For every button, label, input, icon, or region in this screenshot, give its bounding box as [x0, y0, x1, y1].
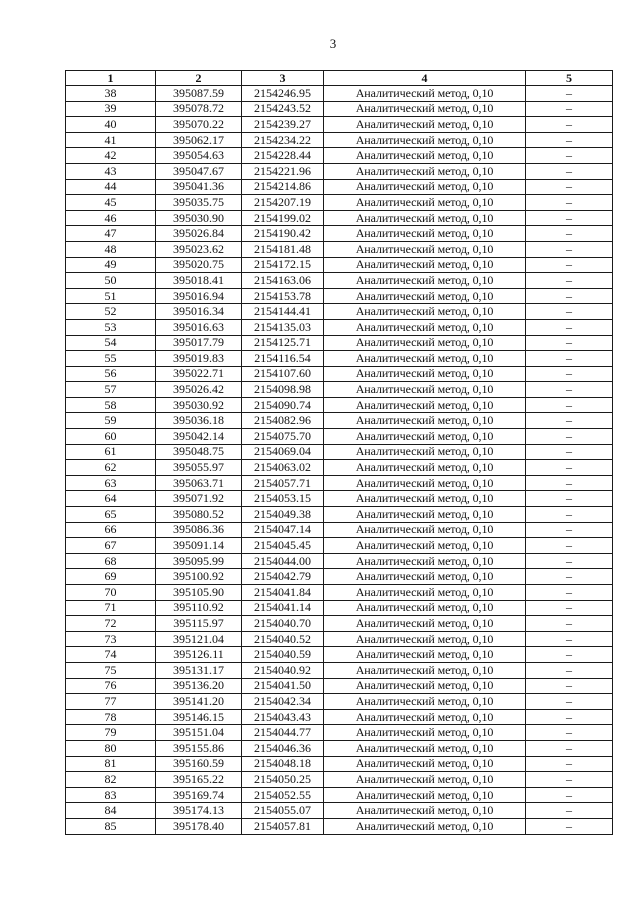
table-row	[66, 413, 613, 429]
cell-note: –	[526, 460, 613, 476]
cell-point-number: 56	[66, 366, 156, 382]
cell-note: –	[526, 397, 613, 413]
cell-point-number: 60	[66, 429, 156, 445]
cell-y-coordinate: 2154116.54	[242, 351, 324, 367]
cell-point-number: 76	[66, 678, 156, 694]
cell-method: Аналитический метод, 0,10	[324, 756, 526, 772]
cell-method: Аналитический метод, 0,10	[324, 195, 526, 211]
cell-note: –	[526, 273, 613, 289]
cell-note: –	[526, 319, 613, 335]
cell-method: Аналитический метод, 0,10	[324, 429, 526, 445]
cell-point-number: 75	[66, 662, 156, 678]
cell-x-coordinate: 395022.71	[156, 366, 242, 382]
cell-x-coordinate: 395136.20	[156, 678, 242, 694]
table-row	[66, 86, 613, 102]
cell-point-number: 58	[66, 397, 156, 413]
cell-method: Аналитический метод, 0,10	[324, 163, 526, 179]
cell-method: Аналитический метод, 0,10	[324, 507, 526, 523]
table-row	[66, 818, 613, 834]
table-row	[66, 678, 613, 694]
cell-note: –	[526, 429, 613, 445]
table-row	[66, 507, 613, 523]
cell-note: –	[526, 288, 613, 304]
cell-note: –	[526, 772, 613, 788]
cell-note: –	[526, 413, 613, 429]
cell-note: –	[526, 444, 613, 460]
cell-point-number: 49	[66, 257, 156, 273]
cell-note: –	[526, 553, 613, 569]
cell-note: –	[526, 740, 613, 756]
cell-y-coordinate: 2154135.03	[242, 319, 324, 335]
cell-y-coordinate: 2154082.96	[242, 413, 324, 429]
cell-point-number: 67	[66, 538, 156, 554]
table-row	[66, 429, 613, 445]
cell-note: –	[526, 538, 613, 554]
cell-point-number: 61	[66, 444, 156, 460]
cell-point-number: 71	[66, 600, 156, 616]
cell-y-coordinate: 2154044.77	[242, 725, 324, 741]
cell-point-number: 66	[66, 522, 156, 538]
cell-method: Аналитический метод, 0,10	[324, 694, 526, 710]
cell-x-coordinate: 395100.92	[156, 569, 242, 585]
cell-y-coordinate: 2154239.27	[242, 117, 324, 133]
table-row	[66, 538, 613, 554]
cell-point-number: 57	[66, 382, 156, 398]
table-row	[66, 444, 613, 460]
cell-note: –	[526, 662, 613, 678]
cell-method: Аналитический метод, 0,10	[324, 335, 526, 351]
cell-method: Аналитический метод, 0,10	[324, 179, 526, 195]
table-row	[66, 257, 613, 273]
cell-note: –	[526, 522, 613, 538]
cell-y-coordinate: 2154046.36	[242, 740, 324, 756]
cell-note: –	[526, 210, 613, 226]
cell-method: Аналитический метод, 0,10	[324, 662, 526, 678]
cell-y-coordinate: 2154069.04	[242, 444, 324, 460]
cell-method: Аналитический метод, 0,10	[324, 241, 526, 257]
cell-y-coordinate: 2154055.07	[242, 803, 324, 819]
cell-method: Аналитический метод, 0,10	[324, 600, 526, 616]
cell-y-coordinate: 2154044.00	[242, 553, 324, 569]
cell-note: –	[526, 616, 613, 632]
cell-x-coordinate: 395054.63	[156, 148, 242, 164]
cell-y-coordinate: 2154214.86	[242, 179, 324, 195]
cell-y-coordinate: 2154053.15	[242, 491, 324, 507]
cell-x-coordinate: 395151.04	[156, 725, 242, 741]
cell-point-number: 72	[66, 616, 156, 632]
table-row	[66, 787, 613, 803]
cell-method: Аналитический метод, 0,10	[324, 818, 526, 834]
table-header	[66, 71, 613, 86]
cell-method: Аналитический метод, 0,10	[324, 148, 526, 164]
cell-method: Аналитический метод, 0,10	[324, 772, 526, 788]
cell-x-coordinate: 395016.34	[156, 304, 242, 320]
header-col-3: 3	[242, 71, 324, 86]
cell-y-coordinate: 2154057.71	[242, 475, 324, 491]
header-row	[66, 71, 613, 86]
cell-y-coordinate: 2154050.25	[242, 772, 324, 788]
table-row	[66, 366, 613, 382]
cell-y-coordinate: 2154041.50	[242, 678, 324, 694]
cell-method: Аналитический метод, 0,10	[324, 538, 526, 554]
cell-x-coordinate: 395078.72	[156, 101, 242, 117]
cell-method: Аналитический метод, 0,10	[324, 86, 526, 102]
cell-point-number: 78	[66, 709, 156, 725]
cell-note: –	[526, 694, 613, 710]
cell-point-number: 85	[66, 818, 156, 834]
cell-method: Аналитический метод, 0,10	[324, 647, 526, 663]
table-row	[66, 725, 613, 741]
cell-note: –	[526, 756, 613, 772]
table-row	[66, 117, 613, 133]
cell-method: Аналитический метод, 0,10	[324, 288, 526, 304]
cell-note: –	[526, 631, 613, 647]
cell-y-coordinate: 2154181.48	[242, 241, 324, 257]
cell-y-coordinate: 2154221.96	[242, 163, 324, 179]
cell-point-number: 42	[66, 148, 156, 164]
table-row	[66, 460, 613, 476]
cell-note: –	[526, 725, 613, 741]
cell-point-number: 64	[66, 491, 156, 507]
cell-x-coordinate: 395047.67	[156, 163, 242, 179]
cell-method: Аналитический метод, 0,10	[324, 803, 526, 819]
cell-method: Аналитический метод, 0,10	[324, 117, 526, 133]
table-row	[66, 585, 613, 601]
cell-x-coordinate: 395030.90	[156, 210, 242, 226]
table-row	[66, 600, 613, 616]
cell-y-coordinate: 2154047.14	[242, 522, 324, 538]
cell-note: –	[526, 241, 613, 257]
cell-point-number: 45	[66, 195, 156, 211]
cell-y-coordinate: 2154049.38	[242, 507, 324, 523]
cell-method: Аналитический метод, 0,10	[324, 257, 526, 273]
table-row	[66, 756, 613, 772]
cell-y-coordinate: 2154172.15	[242, 257, 324, 273]
cell-y-coordinate: 2154199.02	[242, 210, 324, 226]
cell-method: Аналитический метод, 0,10	[324, 491, 526, 507]
cell-x-coordinate: 395036.18	[156, 413, 242, 429]
cell-y-coordinate: 2154207.19	[242, 195, 324, 211]
cell-point-number: 74	[66, 647, 156, 663]
cell-note: –	[526, 132, 613, 148]
cell-x-coordinate: 395146.15	[156, 709, 242, 725]
cell-method: Аналитический метод, 0,10	[324, 522, 526, 538]
cell-x-coordinate: 395165.22	[156, 772, 242, 788]
cell-method: Аналитический метод, 0,10	[324, 101, 526, 117]
cell-note: –	[526, 787, 613, 803]
table-row	[66, 226, 613, 242]
cell-y-coordinate: 2154107.60	[242, 366, 324, 382]
header-col-2: 2	[156, 71, 242, 86]
cell-point-number: 46	[66, 210, 156, 226]
cell-point-number: 79	[66, 725, 156, 741]
cell-y-coordinate: 2154043.43	[242, 709, 324, 725]
cell-point-number: 83	[66, 787, 156, 803]
cell-point-number: 54	[66, 335, 156, 351]
table-row	[66, 273, 613, 289]
table-row	[66, 179, 613, 195]
table-row	[66, 631, 613, 647]
cell-method: Аналитический метод, 0,10	[324, 366, 526, 382]
cell-method: Аналитический метод, 0,10	[324, 319, 526, 335]
table-row	[66, 210, 613, 226]
cell-note: –	[526, 818, 613, 834]
cell-y-coordinate: 2154125.71	[242, 335, 324, 351]
table-row	[66, 304, 613, 320]
cell-x-coordinate: 395121.04	[156, 631, 242, 647]
table-row	[66, 132, 613, 148]
cell-x-coordinate: 395055.97	[156, 460, 242, 476]
cell-y-coordinate: 2154042.79	[242, 569, 324, 585]
cell-method: Аналитический метод, 0,10	[324, 413, 526, 429]
cell-y-coordinate: 2154040.92	[242, 662, 324, 678]
cell-x-coordinate: 395026.42	[156, 382, 242, 398]
cell-y-coordinate: 2154057.81	[242, 818, 324, 834]
cell-y-coordinate: 2154040.59	[242, 647, 324, 663]
cell-x-coordinate: 395080.52	[156, 507, 242, 523]
table-row	[66, 195, 613, 211]
table-row	[66, 709, 613, 725]
cell-y-coordinate: 2154075.70	[242, 429, 324, 445]
cell-x-coordinate: 395110.92	[156, 600, 242, 616]
cell-method: Аналитический метод, 0,10	[324, 273, 526, 289]
table-row	[66, 616, 613, 632]
cell-note: –	[526, 709, 613, 725]
cell-x-coordinate: 395023.62	[156, 241, 242, 257]
table-row	[66, 803, 613, 819]
cell-point-number: 80	[66, 740, 156, 756]
cell-point-number: 81	[66, 756, 156, 772]
cell-x-coordinate: 395087.59	[156, 86, 242, 102]
cell-point-number: 53	[66, 319, 156, 335]
cell-note: –	[526, 163, 613, 179]
cell-y-coordinate: 2154042.34	[242, 694, 324, 710]
table-row	[66, 319, 613, 335]
cell-x-coordinate: 395071.92	[156, 491, 242, 507]
cell-x-coordinate: 395115.97	[156, 616, 242, 632]
table-row	[66, 288, 613, 304]
cell-method: Аналитический метод, 0,10	[324, 585, 526, 601]
cell-note: –	[526, 304, 613, 320]
cell-y-coordinate: 2154040.70	[242, 616, 324, 632]
cell-x-coordinate: 395091.14	[156, 538, 242, 554]
cell-x-coordinate: 395016.94	[156, 288, 242, 304]
cell-y-coordinate: 2154063.02	[242, 460, 324, 476]
cell-note: –	[526, 585, 613, 601]
table-row	[66, 382, 613, 398]
cell-note: –	[526, 257, 613, 273]
table-body	[66, 86, 613, 835]
table-row	[66, 475, 613, 491]
cell-x-coordinate: 395026.84	[156, 226, 242, 242]
cell-method: Аналитический метод, 0,10	[324, 304, 526, 320]
cell-point-number: 39	[66, 101, 156, 117]
cell-method: Аналитический метод, 0,10	[324, 569, 526, 585]
cell-point-number: 44	[66, 179, 156, 195]
cell-x-coordinate: 395086.36	[156, 522, 242, 538]
cell-note: –	[526, 491, 613, 507]
cell-note: –	[526, 647, 613, 663]
table-row	[66, 740, 613, 756]
header-col-5: 5	[526, 71, 613, 86]
cell-x-coordinate: 395020.75	[156, 257, 242, 273]
table-row	[66, 647, 613, 663]
cell-x-coordinate: 395095.99	[156, 553, 242, 569]
cell-note: –	[526, 101, 613, 117]
cell-note: –	[526, 366, 613, 382]
cell-note: –	[526, 569, 613, 585]
cell-method: Аналитический метод, 0,10	[324, 787, 526, 803]
cell-note: –	[526, 148, 613, 164]
cell-note: –	[526, 117, 613, 133]
cell-method: Аналитический метод, 0,10	[324, 725, 526, 741]
cell-x-coordinate: 395105.90	[156, 585, 242, 601]
cell-note: –	[526, 86, 613, 102]
cell-note: –	[526, 600, 613, 616]
cell-x-coordinate: 395169.74	[156, 787, 242, 803]
cell-x-coordinate: 395174.13	[156, 803, 242, 819]
cell-note: –	[526, 475, 613, 491]
cell-point-number: 52	[66, 304, 156, 320]
cell-x-coordinate: 395062.17	[156, 132, 242, 148]
cell-note: –	[526, 335, 613, 351]
cell-x-coordinate: 395019.83	[156, 351, 242, 367]
cell-x-coordinate: 395016.63	[156, 319, 242, 335]
cell-y-coordinate: 2154190.42	[242, 226, 324, 242]
cell-point-number: 50	[66, 273, 156, 289]
cell-y-coordinate: 2154052.55	[242, 787, 324, 803]
cell-method: Аналитический метод, 0,10	[324, 616, 526, 632]
cell-x-coordinate: 395018.41	[156, 273, 242, 289]
cell-point-number: 65	[66, 507, 156, 523]
cell-point-number: 69	[66, 569, 156, 585]
cell-note: –	[526, 226, 613, 242]
cell-point-number: 48	[66, 241, 156, 257]
cell-x-coordinate: 395030.92	[156, 397, 242, 413]
cell-method: Аналитический метод, 0,10	[324, 226, 526, 242]
cell-x-coordinate: 395041.36	[156, 179, 242, 195]
cell-x-coordinate: 395070.22	[156, 117, 242, 133]
table-row	[66, 163, 613, 179]
cell-point-number: 82	[66, 772, 156, 788]
cell-x-coordinate: 395131.17	[156, 662, 242, 678]
cell-y-coordinate: 2154234.22	[242, 132, 324, 148]
cell-note: –	[526, 507, 613, 523]
cell-method: Аналитический метод, 0,10	[324, 460, 526, 476]
cell-method: Аналитический метод, 0,10	[324, 132, 526, 148]
cell-point-number: 63	[66, 475, 156, 491]
cell-x-coordinate: 395017.79	[156, 335, 242, 351]
cell-y-coordinate: 2154041.14	[242, 600, 324, 616]
cell-point-number: 51	[66, 288, 156, 304]
coordinates-table	[65, 70, 613, 835]
cell-point-number: 43	[66, 163, 156, 179]
cell-method: Аналитический метод, 0,10	[324, 351, 526, 367]
page-number: 3	[329, 36, 337, 51]
cell-y-coordinate: 2154163.06	[242, 273, 324, 289]
cell-note: –	[526, 195, 613, 211]
table-row	[66, 397, 613, 413]
cell-x-coordinate: 395048.75	[156, 444, 242, 460]
cell-y-coordinate: 2154041.84	[242, 585, 324, 601]
cell-y-coordinate: 2154228.44	[242, 148, 324, 164]
cell-y-coordinate: 2154098.98	[242, 382, 324, 398]
cell-note: –	[526, 803, 613, 819]
table-row	[66, 553, 613, 569]
cell-x-coordinate: 395178.40	[156, 818, 242, 834]
cell-y-coordinate: 2154090.74	[242, 397, 324, 413]
table-row	[66, 662, 613, 678]
cell-x-coordinate: 395042.14	[156, 429, 242, 445]
cell-point-number: 77	[66, 694, 156, 710]
cell-method: Аналитический метод, 0,10	[324, 210, 526, 226]
cell-point-number: 55	[66, 351, 156, 367]
cell-x-coordinate: 395155.86	[156, 740, 242, 756]
cell-point-number: 38	[66, 86, 156, 102]
header-col-4: 4	[324, 71, 526, 86]
cell-method: Аналитический метод, 0,10	[324, 382, 526, 398]
cell-point-number: 62	[66, 460, 156, 476]
cell-x-coordinate: 395141.20	[156, 694, 242, 710]
cell-note: –	[526, 382, 613, 398]
cell-method: Аналитический метод, 0,10	[324, 631, 526, 647]
table-row	[66, 335, 613, 351]
header-col-1: 1	[66, 71, 156, 86]
cell-note: –	[526, 351, 613, 367]
cell-y-coordinate: 2154045.45	[242, 538, 324, 554]
cell-point-number: 68	[66, 553, 156, 569]
cell-point-number: 73	[66, 631, 156, 647]
cell-y-coordinate: 2154243.52	[242, 101, 324, 117]
cell-method: Аналитический метод, 0,10	[324, 740, 526, 756]
table-row	[66, 101, 613, 117]
cell-x-coordinate: 395160.59	[156, 756, 242, 772]
cell-x-coordinate: 395063.71	[156, 475, 242, 491]
cell-method: Аналитический метод, 0,10	[324, 678, 526, 694]
table-row	[66, 569, 613, 585]
table-row	[66, 148, 613, 164]
table-row	[66, 351, 613, 367]
cell-method: Аналитический метод, 0,10	[324, 444, 526, 460]
cell-note: –	[526, 678, 613, 694]
cell-y-coordinate: 2154040.52	[242, 631, 324, 647]
cell-note: –	[526, 179, 613, 195]
cell-y-coordinate: 2154153.78	[242, 288, 324, 304]
cell-point-number: 84	[66, 803, 156, 819]
table-row	[66, 241, 613, 257]
table-row	[66, 491, 613, 507]
cell-y-coordinate: 2154144.41	[242, 304, 324, 320]
cell-y-coordinate: 2154048.18	[242, 756, 324, 772]
cell-point-number: 41	[66, 132, 156, 148]
table-row	[66, 694, 613, 710]
cell-point-number: 59	[66, 413, 156, 429]
cell-method: Аналитический метод, 0,10	[324, 397, 526, 413]
cell-method: Аналитический метод, 0,10	[324, 709, 526, 725]
cell-point-number: 70	[66, 585, 156, 601]
cell-point-number: 40	[66, 117, 156, 133]
cell-x-coordinate: 395126.11	[156, 647, 242, 663]
cell-point-number: 47	[66, 226, 156, 242]
cell-y-coordinate: 2154246.95	[242, 86, 324, 102]
table-row	[66, 522, 613, 538]
table-row	[66, 772, 613, 788]
cell-method: Аналитический метод, 0,10	[324, 553, 526, 569]
cell-method: Аналитический метод, 0,10	[324, 475, 526, 491]
cell-x-coordinate: 395035.75	[156, 195, 242, 211]
